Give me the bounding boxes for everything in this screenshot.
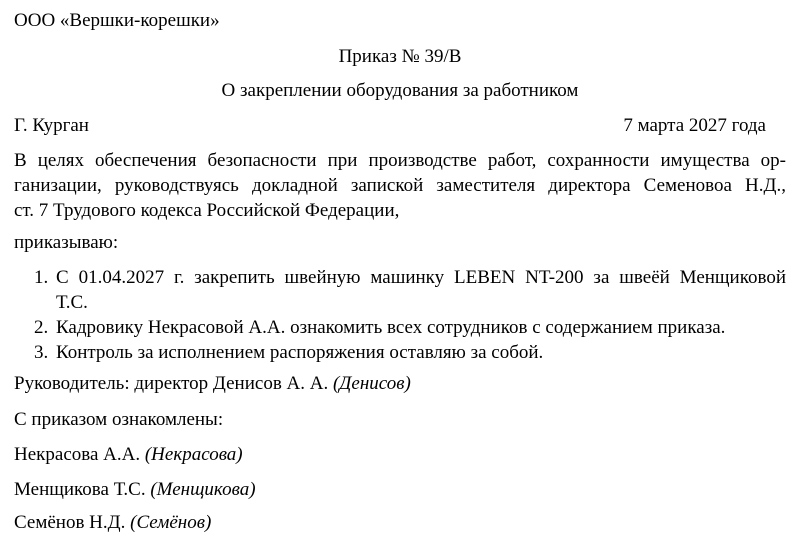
list-item bbox=[14, 315, 786, 340]
head-signature-line bbox=[14, 373, 411, 395]
list-item-text: Кадровику Некрасовой А.А. ознакомить всех сотрудников с содержанием приказа. bbox=[56, 317, 726, 338]
acquainted-row-nekrasova bbox=[14, 444, 243, 466]
acquainted-name: Менщикова Т.С. bbox=[14, 479, 146, 500]
head-label: Руководитель: директор Денисов А. А. bbox=[14, 373, 329, 394]
order-subject: О закреплении оборудования за работником bbox=[221, 80, 579, 101]
preamble-line-2: ганизации, руководствуясь докладной запиской заместителя директора Семеновоа Н.Д., bbox=[14, 175, 786, 196]
order-items-list bbox=[14, 265, 786, 365]
list-item-number: 2. bbox=[34, 317, 49, 338]
list-item bbox=[14, 340, 786, 365]
acquainted-row-semenov bbox=[14, 512, 211, 534]
acquainted-signature: (Менщикова) bbox=[150, 479, 256, 500]
order-date: 7 марта 2027 года bbox=[623, 115, 766, 136]
acquainted-label: С приказом ознакомлены: bbox=[14, 409, 224, 430]
preamble-paragraph bbox=[14, 148, 786, 223]
acquainted-name: Некрасова А.А. bbox=[14, 444, 141, 465]
list-item-text: Контроль за исполнением распоряжения оставляю за собой. bbox=[56, 342, 544, 363]
city: Г. Курган bbox=[14, 115, 89, 136]
head-signature: (Денисов) bbox=[332, 373, 411, 394]
list-item-number: 1. bbox=[34, 267, 49, 288]
acquainted-row-menshchikova bbox=[14, 479, 256, 501]
list-item-text-continued: Т.С. bbox=[56, 292, 88, 313]
acquainted-signature: (Некрасова) bbox=[144, 444, 243, 465]
order-title: Приказ № 39/В bbox=[338, 46, 462, 67]
list-item bbox=[14, 265, 786, 315]
acquainted-name: Семёнов Н.Д. bbox=[14, 512, 126, 533]
preamble-line-1: В целях обеспечения безопасности при производстве работ, сохранности имущества ор- bbox=[14, 150, 786, 171]
list-item-number: 3. bbox=[34, 342, 49, 363]
preamble-line-3: ст. 7 Трудового кодекса Российской Федерации, bbox=[14, 200, 400, 221]
acquainted-signature: (Семёнов) bbox=[130, 512, 212, 533]
order-word: приказываю: bbox=[14, 232, 119, 253]
list-item-text: С 01.04.2027 г. закрепить швейную машинку LEBEN NT-200 за швеёй Менщиковой bbox=[56, 267, 786, 288]
company-name: ООО «Вершки-корешки» bbox=[14, 10, 220, 31]
